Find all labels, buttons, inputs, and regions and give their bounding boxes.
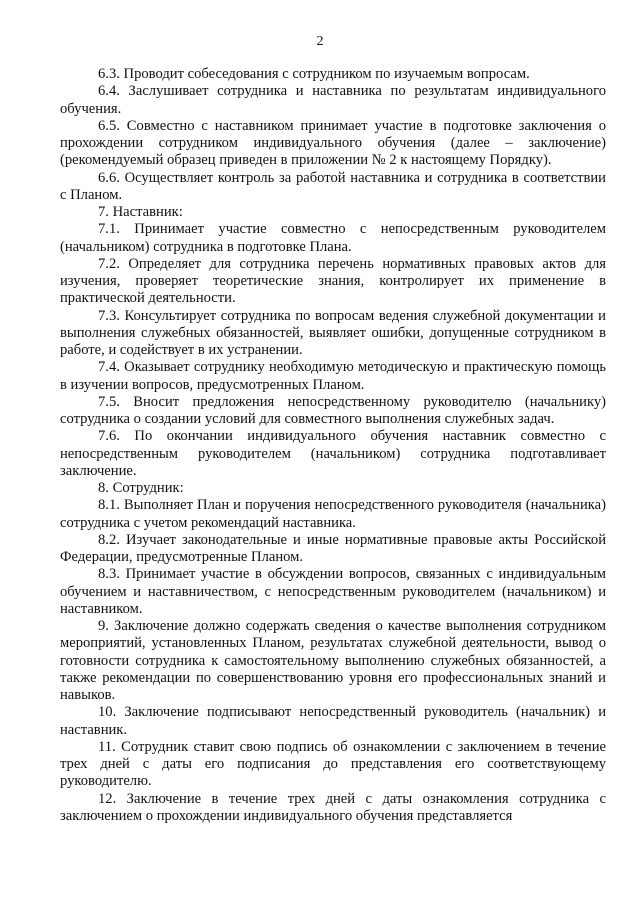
paragraph-7-4: 7.4. Оказывает сотруднику необходимую методическую и практическую помощь в изучении вопросов, предусмотренных Планом. [60,359,606,393]
page-number: 2 [316,34,324,49]
paragraph-8-2: 8.2. Изучает законодательные и иные нормативные правовые акты Российской Федерации, предусмотренные Планом. [60,531,606,565]
paragraph-6-6: 6.6. Осуществляет контроль за работой наставника и сотрудника в соответствии с Планом. [60,169,606,203]
paragraph-10: 10. Заключение подписывают непосредственный руководитель (начальник) и наставник. [60,704,606,738]
paragraph-8-1: 8.1. Выполняет План и поручения непосредственного руководителя (начальника) сотрудника с учетом рекомендаций наставника. [60,497,606,531]
paragraph-11: 11. Сотрудник ставит свою подпись об ознакомлении с заключением в течение трех дней с даты его подписания до представления его соответствующему руководителю. [60,738,606,790]
paragraph-7-5: 7.5. Вносит предложения непосредственному руководителю (начальнику) сотрудника о создании условий для совместного выполнения служебных задач. [60,393,606,427]
section-heading-8: 8. Сотрудник: [98,480,184,496]
document-body [60,66,606,825]
paragraph-6-5: 6.5. Совместно с наставником принимает участие в подготовке заключения о прохождении сотрудником индивидуального обучения (далее – заключение) (рекомендуемый образец приведен в приложении № 2 к настоящему Порядку). [60,117,606,169]
section-heading-7: 7. Наставник: [98,204,183,220]
paragraph-6-4: 6.4. Заслушивает сотрудника и наставника по результатам индивидуального обучения. [60,83,606,117]
paragraph-9: 9. Заключение должно содержать сведения о качестве выполнения сотрудником мероприятий, установленных Планом, результатах служебной деятельности, вывод о готовности сотрудника к самостоятельному выполнению служебных обязанностей, а также рекомендации по совершенствованию уровня его профессиональных знаний и навыков. [60,618,606,703]
paragraph-6-3: 6.3. Проводит собеседования с сотрудником по изучаемым вопросам. [98,66,530,82]
paragraph-12: 12. Заключение в течение трех дней с даты ознакомления сотрудника с заключением о прохождении индивидуального обучения представляется [60,790,606,824]
paragraph-7-2: 7.2. Определяет для сотрудника перечень нормативных правовых актов для изучения, проверяет теоретические знания, контролирует их применение в практической деятельности. [60,255,606,307]
paragraph-7-6: 7.6. По окончании индивидуального обучения наставник совместно с непосредственным руководителем (начальником) сотрудника подготавливает заключение. [60,428,606,479]
paragraph-8-3: 8.3. Принимает участие в обсуждении вопросов, связанных с индивидуальным обучением и наставничеством, с непосредственным руководителем (начальником) и наставником. [60,566,606,617]
paragraph-7-3: 7.3. Консультирует сотрудника по вопросам ведения служебной документации и выполнения служебных обязанностей, выявляет ошибки, допущенные сотрудником в работе, и содействует в их устранении. [60,307,606,358]
paragraph-7-1: 7.1. Принимает участие совместно с непосредственным руководителем (начальником) сотрудника в подготовке Плана. [60,221,606,255]
